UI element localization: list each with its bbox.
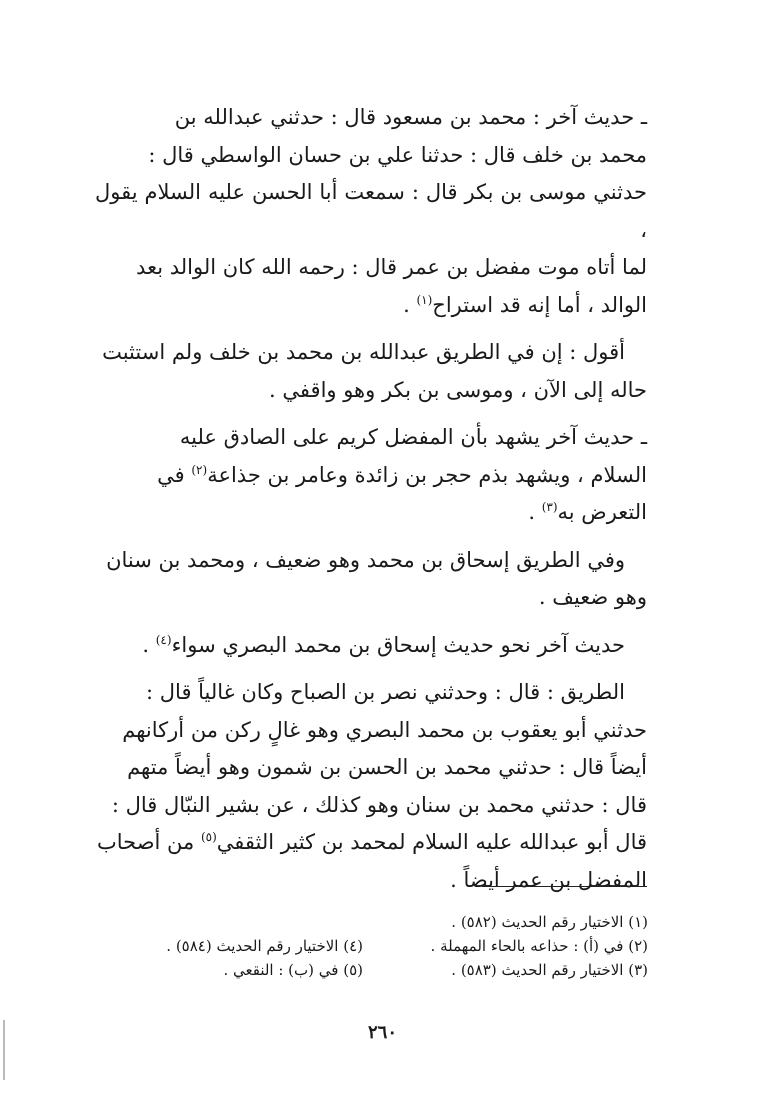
text-line: أقول : إن في الطريق عبدالله بن محمد بن خلف ولم استثبت [102,340,625,364]
text-line: الطريق : قال : وحدثني نصر بن الصباح وكان غالياً قال : [146,680,625,704]
paragraph-6 [95,674,647,899]
footnote-ref: (٥) [200,830,217,844]
text-line: المفضل بن عمر أيضاً . [450,867,647,892]
main-text [95,99,647,899]
text-fragment: السلام ، ويشهد بذم حجر بن زائدة وعامر بن جذاعة [207,462,647,487]
footnote-4: (٤) الاختيار رقم الحديث (٥٨٤) . [166,937,363,955]
text-line: لما أتاه موت مفضل بن عمر قال : رحمه الله كان الوالد بعد [136,255,647,279]
footnote-1: (١) الاختيار رقم الحديث (٥٨٢) . [451,913,648,931]
text-fragment: قال أبو عبدالله عليه السلام لمحمد بن كثير الثقفي [216,830,647,854]
text-line [95,494,647,532]
text-line [95,627,647,665]
paragraph-4 [95,542,647,617]
text-fragment: . [142,632,156,657]
footnote-ref: (٣) [541,500,558,514]
footnote-ref: (٤) [155,632,172,647]
text-line: حاله إلى الآن ، وموسى بن بكر وهو واقفي . [269,377,647,402]
text-line: وهو ضعيف . [538,585,647,609]
text-line [95,457,647,495]
paragraph-1 [95,99,647,324]
scan-margin-line [3,1020,5,1080]
footnote-5: (٥) في (ب) : النقعي . [223,961,363,979]
page-number: ٢٦٠ [367,1022,397,1043]
footnote-3: (٣) الاختيار رقم الحديث (٥٨٣) . [451,961,648,979]
footnotes-right-column [408,910,648,982]
footnote-divider [482,886,647,887]
text-line: حدثني موسى بن بكر قال : سمعت أبا الحسن عليه السلام يقول ، [95,180,647,242]
text-fragment: التعرض به [557,500,647,524]
paragraph-5 [95,627,647,665]
text-fragment: في [157,462,192,487]
text-line: أيضاً قال : حدثني محمد بن الحسن بن شمون وهو أيضاً متهم [127,755,647,779]
text-line: ـ حديث آخر : محمد بن مسعود قال : حدثني عبدالله بن [174,105,647,129]
text-fragment: . [403,292,417,317]
text-line: قال : حدثني محمد بن سنان وهو كذلك ، عن بشير النبّال قال : [111,792,647,817]
text-fragment: . [528,500,542,524]
paragraph-3 [95,419,647,532]
text-line: محمد بن خلف قال : حدثنا علي بن حسان الواسطي قال : [148,142,647,167]
text-line: ـ حديث آخر يشهد بأن المفضل كريم على الصادق عليه [179,425,647,449]
paragraph-2 [95,334,647,409]
footnote-ref: (٢) [191,462,208,477]
footnote-2: (٢) في (أ) : حذاعه بالحاء المهملة . [430,937,648,955]
footnotes-left-column [138,934,363,982]
text-line: حدثني أبو يعقوب بن محمد البصري وهو غالٍ ركن من أركانهم [122,717,647,742]
text-line [95,287,647,325]
text-line [95,824,647,862]
footnote-ref: (١) [416,292,433,307]
text-fragment: الوالد ، أما إنه قد استراح [432,292,647,317]
text-fragment: حديث آخر نحو حديث إسحاق بن محمد البصري سواء [171,632,625,657]
text-line: وفي الطريق إسحاق بن محمد وهو ضعيف ، ومحمد بن سنان [106,547,625,572]
text-fragment: من أصحاب [96,830,201,854]
